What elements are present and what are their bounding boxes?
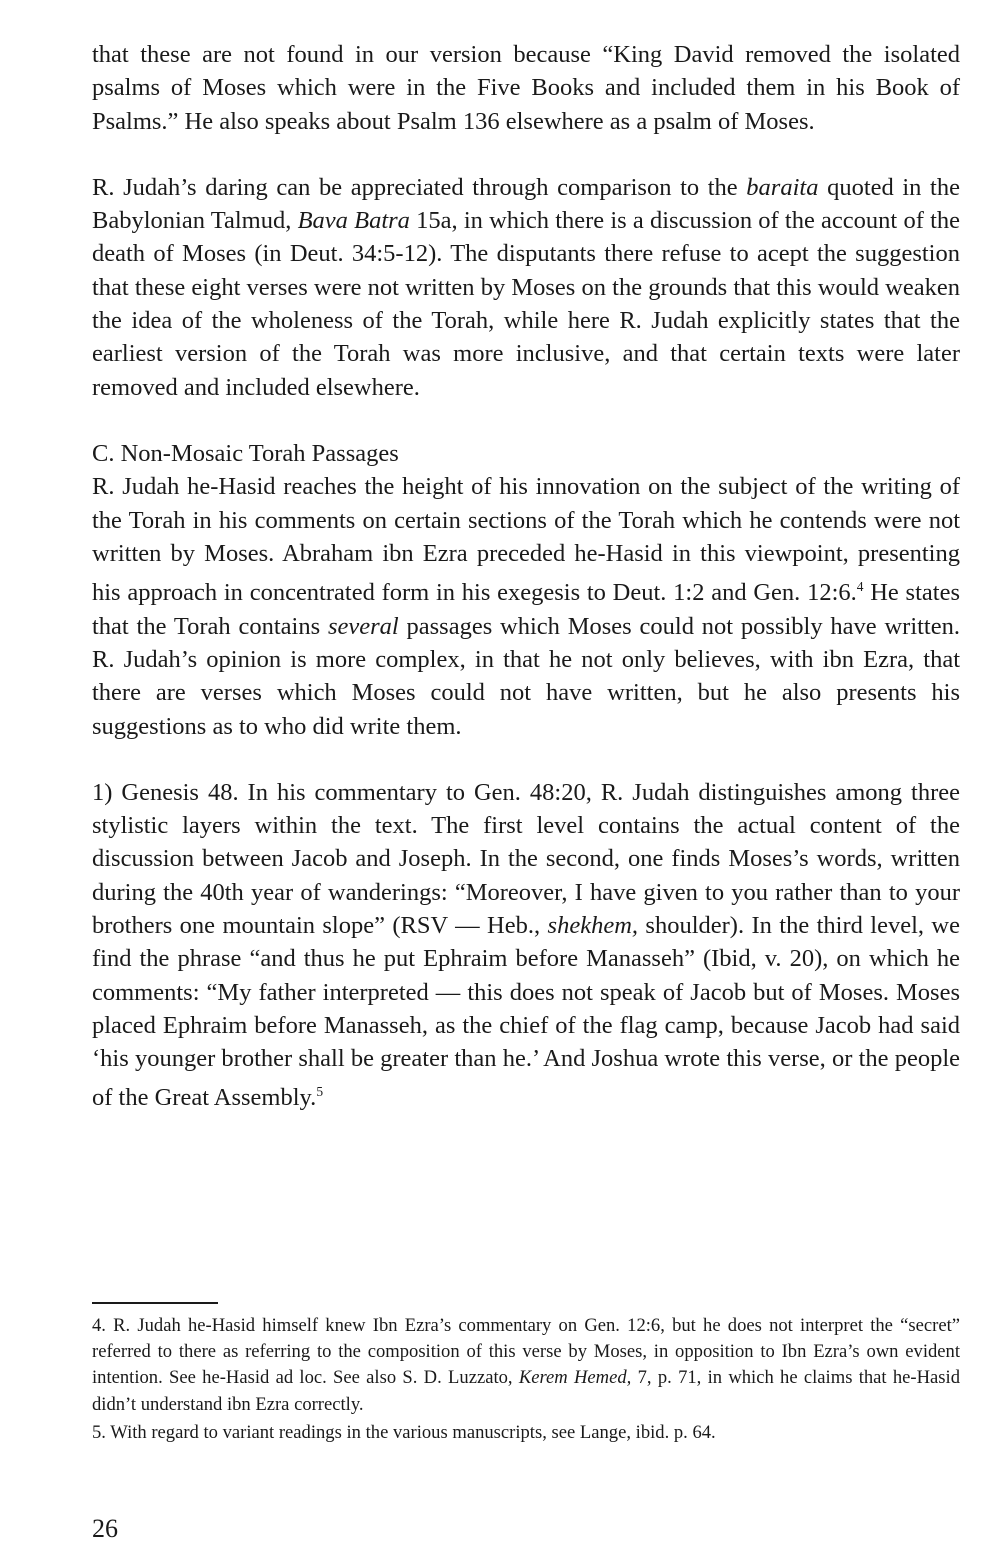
paragraph-4	[92, 776, 960, 1115]
text-run: 5. With regard to variant readings in the various manuscripts, see Lange, ibid. p. 64.	[92, 1421, 716, 1443]
italic-text: Bava Batra	[297, 207, 410, 235]
italic-text: baraita	[746, 173, 819, 201]
footnotes	[92, 1313, 960, 1446]
footnote-4	[92, 1313, 960, 1418]
text-run: R. Judah he-Hasid reaches the height of his innovation on the subject of the writing of the Torah in his comments on certain sections of the Torah which he contends were not written by Moses. Abraham ibn Ezra preceded he-Hasid in this viewpoint, presenting his approach in concentrated form in his exegesis to Deut. 1:2 and Gen. 12:6.	[92, 473, 960, 607]
text-run: R. Judah’s daring can be appreciated through comparison to the	[92, 173, 747, 201]
text-run: passages which Moses could not possibly have written. R. Judah’s opinion is more complex, in that he not only believes, with ibn Ezra, that there are verses which Moses could not have written, but he also presents his suggestions as to who did write them.	[92, 612, 960, 740]
text-run: 1) Genesis 48. In his commentary to Gen. 48:20, R. Judah distinguishes among three stylistic layers within the text. The first level contains the actual content of the discussion between Jacob and Joseph. In the second, one finds Moses’s words, written during the 40th year of wanderings: “Moreover, I have given to you rather than to your brothers one mountain slope” (RSV — Heb.,	[92, 778, 960, 939]
text-run: 15a, in which there is a discussion of the account of the death of Moses (in Deut. 34:5-12). The disputants there refuse to acept the suggestion that these eight verses were not written by Moses on the grounds that this would weaken the idea of the wholeness of the Torah, while here R. Judah explicitly states that the earliest version of the Torah was more inclusive, and that certain texts were later removed and included elsewhere.	[92, 207, 960, 401]
paragraph-1	[92, 38, 960, 138]
footnote-ref: 5	[316, 1084, 324, 1100]
italic-text: Kerem Hemed,	[518, 1367, 632, 1389]
page-body	[92, 38, 960, 1115]
text-run: that these are not found in our version because “King David removed the isolated psalms of Moses which were in the Five Books and included them in his Book of Psalms.” He also speaks about Psalm 136 elsewhere as a psalm of Moses.	[92, 41, 960, 135]
footnote-5	[92, 1420, 960, 1446]
text-run: shoulder). In the third level, we find the phrase “and thus he put Ephraim before Manasseh” (Ibid, v. 20), on which he comments: “My father interpreted — this does not speak of Jacob but of Moses. Moses placed Ephraim before Manasseh, as the chief of the flag camp, because Jacob had said ‘his younger brother shall be greater than he.’ And Joshua wrote this verse, or the people of the Great Assembly.	[92, 911, 960, 1112]
paragraph-2	[92, 171, 960, 404]
section-heading: C. Non-Mosaic Torah Passages	[92, 439, 399, 467]
text-run: 4. R. Judah he-Hasid himself knew Ibn Ezra’s commentary on Gen. 12:6, but he does not interpret the “secret” referred to there as referring to the composition of this verse by Moses, in opposition to Ibn Ezra’s own evident intention. See he-Hasid ad loc. See also S. D. Luzzato,	[92, 1315, 960, 1389]
footnote-ref: 4	[856, 579, 864, 595]
paragraph-3	[92, 470, 960, 743]
italic-text: several	[327, 612, 399, 640]
text-run: quoted in the Babylonian Talmud,	[92, 173, 960, 235]
footnote-divider	[92, 1302, 218, 1304]
italic-text: shekhem,	[547, 911, 639, 939]
page-number: 26	[92, 1514, 118, 1543]
text-run: 7, p. 71, in which he claims that he-Hasid didn’t understand ibn Ezra correctly.	[92, 1367, 960, 1415]
text-run: He states that the Torah contains	[92, 579, 960, 640]
